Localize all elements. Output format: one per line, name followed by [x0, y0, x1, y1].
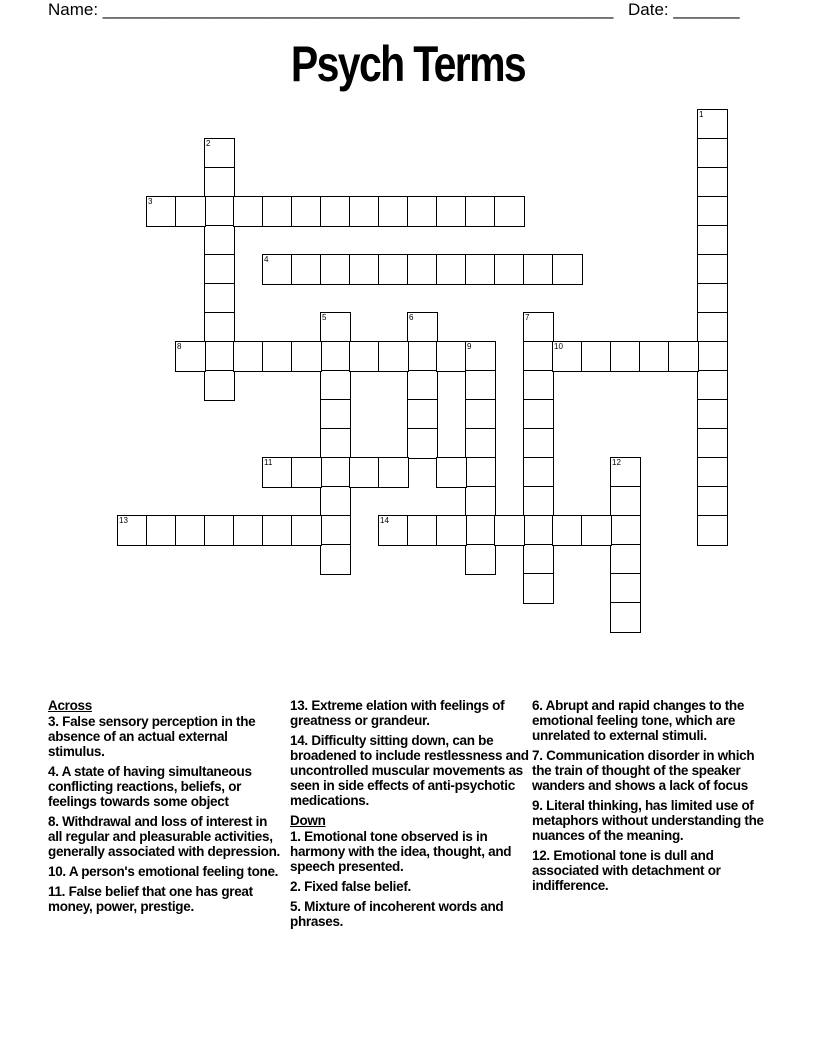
grid-cell[interactable]	[320, 196, 351, 227]
grid-cell[interactable]	[204, 283, 235, 314]
clue-number: 8	[177, 342, 182, 351]
grid-cell[interactable]	[465, 457, 496, 488]
grid-cell[interactable]	[320, 312, 351, 343]
grid-cell[interactable]	[204, 515, 235, 546]
grid-cell[interactable]	[204, 138, 235, 169]
grid-cell[interactable]	[465, 341, 496, 372]
grid-cell[interactable]	[262, 196, 293, 227]
grid-cell[interactable]	[552, 341, 583, 372]
clue-across-3: 3. False sensory perception in the absence of an actual external stimulus.	[48, 714, 256, 759]
grid-cell[interactable]	[407, 515, 438, 546]
grid-cell[interactable]	[233, 515, 264, 546]
grid-cell[interactable]	[552, 254, 583, 285]
clue-number: 6	[409, 313, 414, 322]
grid-cell[interactable]	[204, 167, 235, 198]
grid-cell[interactable]	[146, 196, 177, 227]
grid-cell[interactable]	[204, 196, 235, 227]
grid-cell[interactable]	[378, 196, 409, 227]
clue-across-13: 13. Extreme elation with feelings of greatness or grandeur.	[290, 698, 505, 728]
grid-cell[interactable]	[320, 254, 351, 285]
clue-number: 5	[322, 313, 327, 322]
grid-cell[interactable]	[697, 225, 728, 256]
grid-cell[interactable]	[407, 312, 438, 343]
grid-cell[interactable]	[436, 254, 467, 285]
clue-across-10: 10. A person's emotional feeling tone.	[48, 864, 279, 879]
grid-cell[interactable]	[378, 341, 409, 372]
grid-cell[interactable]	[320, 428, 351, 459]
clue-number: 11	[264, 458, 273, 467]
grid-cell[interactable]	[465, 196, 496, 227]
grid-cell[interactable]	[552, 515, 583, 546]
grid-cell[interactable]	[610, 515, 641, 546]
grid-cell[interactable]	[697, 457, 728, 488]
grid-cell[interactable]	[523, 399, 554, 430]
grid-cell[interactable]	[175, 196, 206, 227]
grid-cell[interactable]	[320, 515, 351, 546]
grid-cell[interactable]	[291, 515, 322, 546]
grid-cell[interactable]	[465, 370, 496, 401]
grid-cell[interactable]	[320, 399, 351, 430]
grid-cell[interactable]	[349, 196, 380, 227]
date-line: Date: _______	[628, 0, 740, 19]
clues-column-2	[290, 698, 530, 934]
clue-across-11: 11. False belief that one has great money, power, prestige.	[48, 884, 253, 914]
clue-down-6: 6. Abrupt and rapid changes to the emotional feeling tone, which are unrelated to external stimuli.	[532, 698, 745, 743]
clue-number: 2	[206, 139, 211, 148]
grid-cell[interactable]	[320, 544, 351, 575]
grid-cell[interactable]	[291, 196, 322, 227]
clue-number: 1	[699, 110, 704, 119]
clue-number: 13	[119, 516, 128, 525]
down-heading: Down	[290, 813, 326, 828]
grid-cell[interactable]	[233, 341, 264, 372]
grid-cell[interactable]	[465, 254, 496, 285]
grid-cell[interactable]	[610, 457, 641, 488]
grid-cell[interactable]	[407, 341, 438, 372]
grid-cell[interactable]	[523, 428, 554, 459]
grid-cell[interactable]	[378, 515, 409, 546]
grid-cell[interactable]	[436, 341, 467, 372]
grid-cell[interactable]	[523, 515, 554, 546]
grid-cell[interactable]	[320, 486, 351, 517]
grid-cell[interactable]	[523, 254, 554, 285]
grid-cell[interactable]	[610, 573, 641, 604]
grid-cell[interactable]	[291, 457, 322, 488]
grid-cell[interactable]	[465, 515, 496, 546]
grid-cell[interactable]	[262, 457, 293, 488]
grid-cell[interactable]	[697, 109, 728, 140]
grid-cell[interactable]	[291, 254, 322, 285]
grid-cell[interactable]	[349, 341, 380, 372]
grid-cell[interactable]	[378, 254, 409, 285]
name-line: Name: ______________________________________________________	[48, 0, 614, 19]
grid-cell[interactable]	[407, 196, 438, 227]
clue-number: 9	[467, 342, 472, 351]
clue-down-5: 5. Mixture of incoherent words and phrases.	[290, 899, 504, 929]
grid-cell[interactable]	[610, 544, 641, 575]
grid-cell[interactable]	[697, 254, 728, 285]
grid-cell[interactable]	[465, 399, 496, 430]
grid-cell[interactable]	[697, 283, 728, 314]
grid-cell[interactable]	[494, 254, 525, 285]
grid-cell[interactable]	[697, 486, 728, 517]
clue-down-9: 9. Literal thinking, has limited use of metaphors without understanding the nuances of the meaning.	[532, 798, 764, 843]
clue-number: 12	[612, 458, 621, 467]
grid-cell[interactable]	[523, 341, 554, 372]
grid-cell[interactable]	[407, 428, 438, 459]
grid-cell[interactable]	[697, 312, 728, 343]
grid-cell[interactable]	[378, 457, 409, 488]
grid-cell[interactable]	[349, 254, 380, 285]
grid-cell[interactable]	[146, 515, 177, 546]
clue-number: 10	[554, 342, 563, 351]
grid-cell[interactable]	[523, 544, 554, 575]
grid-cell[interactable]	[407, 399, 438, 430]
clue-down-2: 2. Fixed false belief.	[290, 879, 411, 894]
grid-cell[interactable]	[697, 428, 728, 459]
grid-cell[interactable]	[610, 602, 641, 633]
grid-cell[interactable]	[697, 196, 728, 227]
clues-column-3	[532, 698, 770, 898]
grid-cell[interactable]	[175, 515, 206, 546]
clue-number: 3	[148, 197, 153, 206]
clues-column-1	[48, 698, 283, 919]
grid-cell[interactable]	[436, 457, 467, 488]
grid-cell[interactable]	[697, 167, 728, 198]
grid-cell[interactable]	[465, 544, 496, 575]
grid-cell[interactable]	[523, 457, 554, 488]
grid-cell[interactable]	[523, 370, 554, 401]
clue-number: 7	[525, 313, 530, 322]
grid-cell[interactable]	[204, 312, 235, 343]
clue-across-8: 8. Withdrawal and loss of interest in all regular and pleasurable activities, generally associated with depression.	[48, 814, 280, 859]
grid-cell[interactable]	[494, 196, 525, 227]
clue-down-7: 7. Communication disorder in which the train of thought of the speaker wanders and shows a lack of focus	[532, 748, 755, 793]
grid-cell[interactable]	[610, 341, 641, 372]
grid-cell[interactable]	[204, 254, 235, 285]
clue-number: 14	[380, 516, 389, 525]
grid-cell[interactable]	[436, 196, 467, 227]
grid-cell[interactable]	[668, 341, 699, 372]
grid-cell[interactable]	[175, 341, 206, 372]
grid-cell[interactable]	[581, 341, 612, 372]
grid-cell[interactable]	[320, 457, 351, 488]
grid-cell[interactable]	[639, 341, 670, 372]
page-title: Psych Terms	[290, 36, 526, 92]
grid-cell[interactable]	[523, 573, 554, 604]
grid-cell[interactable]	[697, 399, 728, 430]
grid-cell[interactable]	[204, 341, 235, 372]
grid-cell[interactable]	[610, 486, 641, 517]
clue-down-1: 1. Emotional tone observed is in harmony with the idea, thought, and speech presented.	[290, 829, 512, 874]
grid-cell[interactable]	[262, 341, 293, 372]
grid-cell[interactable]	[320, 370, 351, 401]
clue-number: 4	[264, 255, 269, 264]
grid-cell[interactable]	[697, 341, 728, 372]
clue-across-4: 4. A state of having simultaneous conflicting reactions, beliefs, or feelings towards some object	[48, 764, 252, 809]
grid-cell[interactable]	[407, 254, 438, 285]
grid-cell[interactable]	[204, 225, 235, 256]
grid-cell[interactable]	[465, 486, 496, 517]
grid-cell[interactable]	[697, 515, 728, 546]
grid-cell[interactable]	[697, 138, 728, 169]
grid-cell[interactable]	[407, 370, 438, 401]
grid-cell[interactable]	[494, 515, 525, 546]
grid-cell[interactable]	[233, 196, 264, 227]
grid-cell[interactable]	[262, 254, 293, 285]
grid-cell[interactable]	[204, 370, 235, 401]
clue-across-14: 14. Difficulty sitting down, can be broadened to include restlessness and uncontrolled muscular movements as seen in side effects of anti-psychotic medications.	[290, 733, 529, 808]
grid-cell[interactable]	[117, 515, 148, 546]
grid-cell[interactable]	[349, 457, 380, 488]
across-heading: Across	[48, 698, 92, 713]
grid-cell[interactable]	[523, 312, 554, 343]
clue-down-12: 12. Emotional tone is dull and associated with detachment or indifference.	[532, 848, 721, 893]
grid-cell[interactable]	[465, 428, 496, 459]
grid-cell[interactable]	[523, 486, 554, 517]
grid-cell[interactable]	[262, 515, 293, 546]
grid-cell[interactable]	[320, 341, 351, 372]
grid-cell[interactable]	[581, 515, 612, 546]
grid-cell[interactable]	[436, 515, 467, 546]
grid-cell[interactable]	[291, 341, 322, 372]
grid-cell[interactable]	[697, 370, 728, 401]
